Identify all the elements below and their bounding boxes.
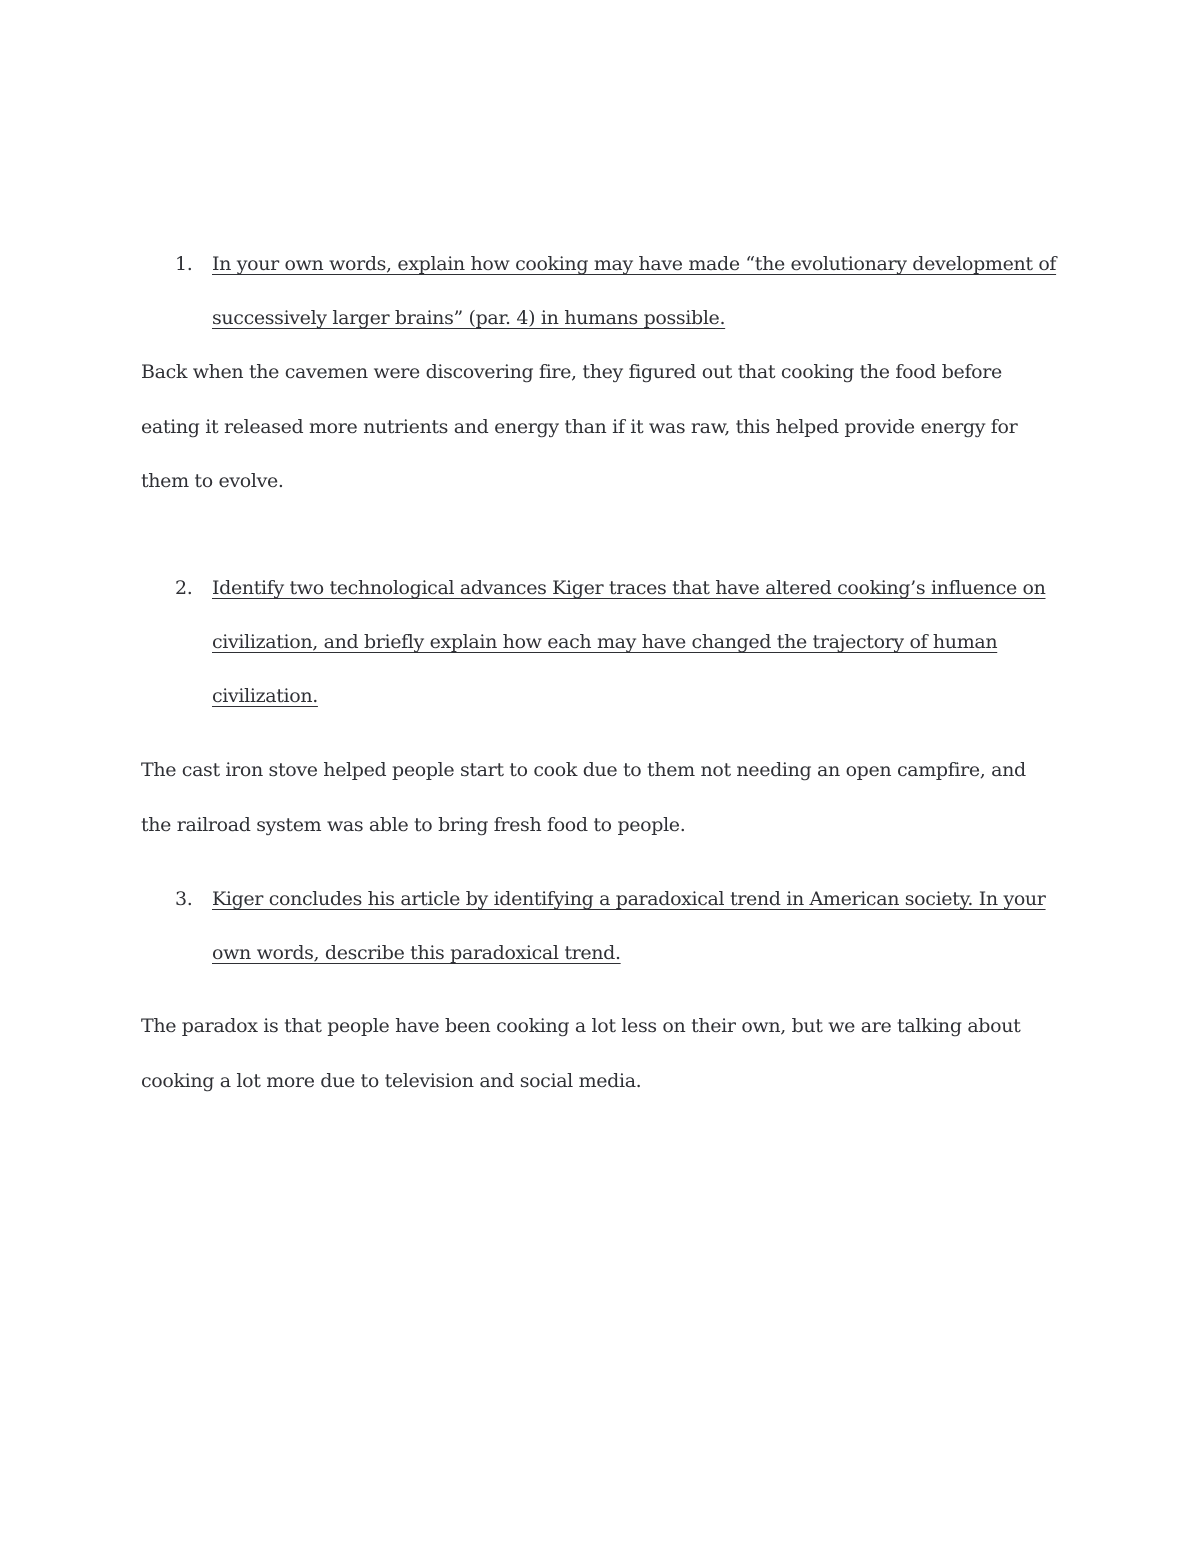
question-3: [175, 872, 1075, 980]
answer-3: The paradox is that people have been cooking a lot less on their own, but we are talking about cooking a lot more due to television and social media.: [141, 1015, 1021, 1092]
question-1-text: In your own words, explain how cooking may have made “the evolutionary development of successively larger brains” (par. 4) in humans possible.: [212, 253, 1057, 329]
answer-1: Back when the cavemen were discovering fire, they figured out that cooking the food before eating it released more nutrients and energy than if it was raw, this helped provide energy for them to evolve.: [141, 361, 1018, 492]
question-3-number: 3.: [175, 888, 193, 910]
question-2: [175, 561, 1075, 723]
question-3-text: Kiger concludes his article by identifying a paradoxical trend in American society. In your own words, describe this paradoxical trend.: [212, 888, 1046, 964]
question-1-number: 1.: [175, 253, 193, 275]
question-2-number: 2.: [175, 577, 193, 599]
question-1: [175, 237, 1075, 345]
answer-2: The cast iron stove helped people start to cook due to them not needing an open campfire, and the railroad system was able to bring fresh food to people.: [141, 759, 1026, 836]
question-2-text: Identify two technological advances Kiger traces that have altered cooking’s influence on civilization, and briefly explain how each may have changed the trajectory of human civilization.: [212, 577, 1046, 707]
